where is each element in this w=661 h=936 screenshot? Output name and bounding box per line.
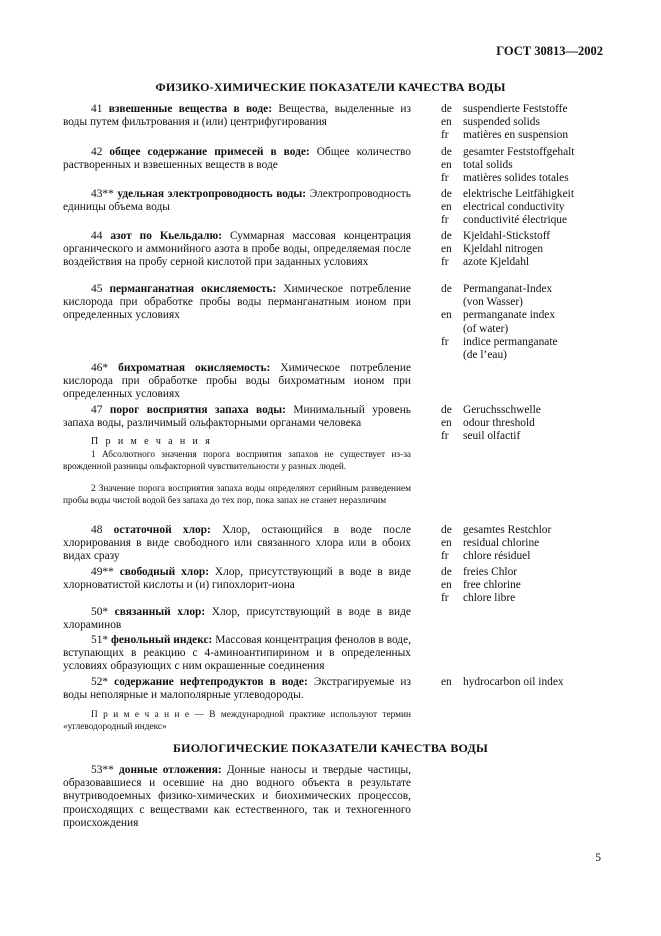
term-equivalent: freies Chlor	[463, 566, 518, 578]
term-row	[441, 188, 621, 201]
entry-41	[63, 103, 411, 129]
language-code: de	[441, 524, 452, 536]
language-code: de	[441, 404, 452, 416]
term-row	[441, 283, 621, 296]
entry-definition: Хлор, остающийся в воде после хлорирования в виде свободного или связанного хлора или в обоих видах сразу	[63, 524, 411, 563]
entry-definition: Электропроводность единицы объема воды	[63, 188, 411, 214]
entry-number: 41	[91, 103, 109, 115]
entry-term: свободный хлор:	[119, 566, 210, 578]
terms-45	[441, 283, 621, 362]
entry-definition: Хлор, присутствующий в воде в виде хлорноватистой кислоты и (и) гипохлорит-иона	[63, 566, 411, 592]
term-equivalent: Permanganat-Index	[463, 283, 553, 295]
term-equivalent: free chlorine	[463, 579, 521, 592]
entry-term: бихроматная окисляемость:	[118, 362, 271, 374]
language-code: fr	[441, 129, 449, 142]
term-equivalent: electrical conductivity	[463, 201, 565, 214]
note-52: П р и м е ч а н и е — В международной практике используют термин «углеводородный индекс»	[63, 710, 411, 732]
entry-definition: Донные наносы и твердые частицы, образовавшиеся и осевшие на дно водного объекта в результате внутриводоемных физико-химических и биохимических процессов, происходящих с веществами как естественного, так и техногенного происхождения	[63, 764, 411, 829]
entry-number: 44	[91, 230, 111, 242]
entry-term: перманганатная окисляемость:	[109, 283, 277, 295]
language-code: en	[441, 309, 452, 322]
entry-number: 49**	[91, 566, 120, 578]
term-row	[441, 550, 621, 563]
terms-44	[441, 230, 621, 270]
language-code: fr	[441, 550, 449, 563]
term-equivalent: Kjeldahl nitrogen	[463, 243, 544, 256]
term-equivalent: conductivité électrique	[463, 214, 568, 227]
term-row	[441, 592, 621, 605]
language-code: de	[441, 146, 452, 158]
term-row	[441, 524, 621, 537]
entry-number: 52*	[91, 676, 115, 688]
term-equivalent: gesamter Feststoffgehalt	[463, 146, 575, 158]
entry-term: удельная электропроводность воды:	[117, 188, 307, 200]
entry-definition: Массовая концентрация фенолов в воде, вступающих в реакцию с 4-аминоантипирином и в определенных условиях образующих с ним окрашенные соединения	[63, 634, 412, 673]
entry-46	[63, 362, 411, 402]
entry-number: 46*	[91, 362, 119, 374]
term-equivalent: permanganate index	[463, 309, 556, 322]
language-code: en	[441, 201, 452, 214]
terms-43	[441, 188, 621, 228]
term-equivalent: seuil olfactif	[463, 430, 521, 443]
term-row	[441, 146, 621, 159]
entry-43	[63, 188, 411, 214]
terms-42	[441, 146, 621, 186]
term-row	[441, 296, 621, 309]
term-equivalent: Geruchsschwelle	[463, 404, 541, 416]
term-equivalent: residual chlorine	[463, 537, 540, 550]
term-equivalent: azote Kjeldahl	[463, 256, 530, 269]
language-code	[441, 349, 463, 362]
entry-term: содержание нефтепродуктов в воде:	[114, 676, 308, 688]
term-row	[441, 214, 621, 227]
language-code: en	[441, 243, 452, 256]
entry-term: фенольный индекс:	[110, 634, 213, 646]
language-code: fr	[441, 214, 449, 227]
language-code: fr	[441, 172, 449, 185]
term-equivalent: (de l’eau)	[463, 349, 507, 362]
language-code	[441, 323, 463, 336]
term-row	[441, 566, 621, 579]
entry-definition: Суммарная массовая концентрация органического и аммонийного азота в пробе воды, определяемая после воздействия на пробу серной кислотой при заданных условиях	[63, 230, 411, 269]
term-equivalent: elektrische Leitfähigkeit	[463, 188, 575, 200]
entry-number: 51*	[91, 634, 111, 646]
term-equivalent: gesamtes Restchlor	[463, 524, 552, 536]
entry-48	[63, 524, 411, 564]
entry-52	[63, 676, 411, 702]
term-row	[441, 676, 621, 689]
entry-49	[63, 566, 411, 592]
notes-label: П р и м е ч а н и я	[91, 436, 213, 447]
language-code: en	[441, 417, 452, 430]
entry-definition: Экстрагируемые из воды неполярные и малополярные углеводороды.	[63, 676, 411, 702]
language-code: de	[441, 283, 452, 295]
entry-number: 48	[91, 524, 114, 536]
term-equivalent: chlore libre	[463, 592, 516, 605]
term-row	[441, 159, 621, 172]
page-number: 5	[595, 852, 601, 864]
term-row	[441, 103, 621, 116]
term-equivalent: total solids	[463, 159, 513, 172]
term-equivalent: Kjeldahl-Stickstoff	[463, 230, 551, 242]
entry-definition: Химическое потребление кислорода при обработке пробы воды бихроматным ионом при определенных условиях	[63, 362, 412, 401]
language-code: de	[441, 188, 452, 200]
language-code: en	[441, 159, 452, 172]
language-code: fr	[441, 592, 449, 605]
term-equivalent: suspendierte Feststoffe	[463, 103, 568, 115]
entry-definition: Хлор, присутствующий в воде в виде хлораминов	[63, 606, 411, 632]
language-code: de	[441, 103, 452, 115]
term-row	[441, 116, 621, 129]
language-code: fr	[441, 430, 449, 443]
term-row	[441, 349, 621, 362]
term-equivalent: hydrocarbon oil index	[463, 676, 564, 688]
term-equivalent: (of water)	[463, 322, 509, 335]
entry-number: 50*	[91, 606, 115, 618]
term-row	[441, 323, 621, 336]
entry-definition: Химическое потребление кислорода при обработке пробы воды перманганатным ионом при определенных условиях	[63, 283, 411, 322]
section-title-bio: БИОЛОГИЧЕСКИЕ ПОКАЗАТЕЛИ КАЧЕСТВА ВОДЫ	[173, 741, 488, 755]
entry-term: общее содержание примесей в воде:	[109, 146, 310, 158]
term-row	[441, 309, 621, 322]
term-row	[441, 201, 621, 214]
language-code: de	[441, 566, 452, 578]
term-row	[441, 243, 621, 256]
entry-term: донные отложения:	[119, 764, 222, 776]
term-row	[441, 256, 621, 269]
term-equivalent: indice permanganate	[463, 335, 558, 348]
term-row	[441, 129, 621, 142]
language-code: fr	[441, 335, 449, 348]
entry-term: порог восприятия запаха воды:	[109, 404, 286, 416]
language-code: de	[441, 230, 452, 242]
entry-50	[63, 606, 411, 632]
term-row	[441, 404, 621, 417]
term-equivalent: matières solides totales	[463, 172, 569, 185]
entry-number: 53**	[91, 764, 119, 776]
language-code: en	[441, 579, 452, 592]
language-code: en	[441, 537, 452, 550]
entry-number: 47	[91, 404, 110, 416]
language-code: en	[441, 676, 452, 688]
term-row	[441, 417, 621, 430]
term-row	[441, 537, 621, 550]
term-equivalent: matières en suspension	[463, 129, 569, 142]
entry-45	[63, 283, 411, 323]
entry-term: азот по Кьельдалю:	[110, 230, 223, 242]
entry-definition: Вещества, выделенные из воды путем фильтрования и (или) центрифугирования	[63, 103, 411, 129]
note-2: 2 Значение порога восприятия запаха воды определяют серийным разведением пробы воды чистой водой без запаха до тех пор, пока запах не станет неразличим	[63, 484, 411, 506]
entry-term: взвешенные вещества в воде:	[108, 103, 273, 115]
terms-48	[441, 524, 621, 564]
terms-47	[441, 404, 621, 444]
terms-41	[441, 103, 621, 143]
terms-49	[441, 566, 621, 606]
term-equivalent: suspended solids	[463, 116, 540, 129]
section-title-physchem: ФИЗИКО-ХИМИЧЕСКИЕ ПОКАЗАТЕЛИ КАЧЕСТВА ВОДЫ	[155, 80, 506, 94]
document-code: ГОСТ 30813—2002	[496, 44, 603, 58]
entry-term: связанный хлор:	[114, 606, 206, 618]
term-row	[441, 336, 621, 349]
term-equivalent: (von Wasser)	[463, 296, 523, 309]
entry-term: остаточной хлор:	[113, 524, 211, 536]
language-code: en	[441, 116, 452, 129]
entry-number: 45	[91, 283, 110, 295]
entry-42	[63, 146, 411, 172]
term-row	[441, 430, 621, 443]
language-code: fr	[441, 256, 449, 269]
entry-number: 43**	[91, 188, 118, 200]
entry-44	[63, 230, 411, 270]
term-row	[441, 172, 621, 185]
entry-47	[63, 404, 411, 430]
language-code	[441, 296, 463, 309]
term-row	[441, 579, 621, 592]
term-equivalent: odour threshold	[463, 417, 535, 430]
entry-53	[63, 764, 411, 830]
entry-definition: Общее количество растворенных и взвешенных веществ в воде	[63, 146, 411, 172]
term-row	[441, 230, 621, 243]
entry-number: 42	[91, 146, 110, 158]
entry-definition: Минимальный уровень запаха воды, различимый ольфакторными органами человека	[63, 404, 411, 430]
entry-51	[63, 634, 411, 674]
term-equivalent: chlore résiduel	[463, 550, 531, 563]
terms-52	[441, 676, 621, 689]
note-1: 1 Абсолютного значения порога восприятия запахов не существует из-за врожденной разницы ольфакторной чувствительности у разных людей.	[63, 450, 411, 472]
